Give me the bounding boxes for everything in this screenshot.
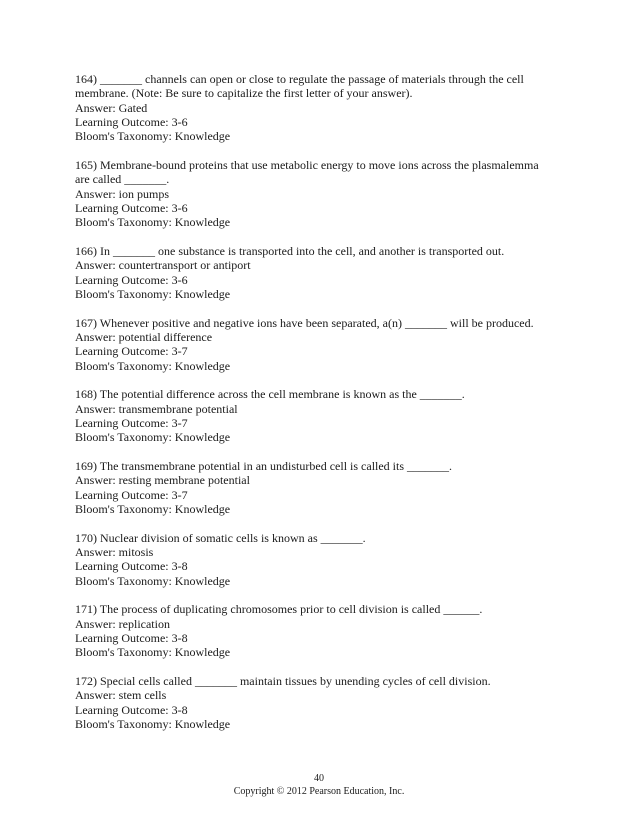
blooms-taxonomy: Bloom's Taxonomy: Knowledge bbox=[75, 358, 231, 373]
question-text: 167) Whenever positive and negative ions have been separated, a(n) _______ will be produced. bbox=[75, 315, 534, 330]
question-text: 166) In _______ one substance is transported into the cell, and another is transported out. bbox=[75, 243, 505, 258]
learning-outcome: Learning Outcome: 3-6 bbox=[75, 272, 188, 287]
question-text: membrane. (Note: Be sure to capitalize the first letter of your answer). bbox=[75, 86, 413, 101]
question-item bbox=[75, 602, 595, 659]
question-text: 164) _______ channels can open or close to regulate the passage of materials through the cell bbox=[75, 72, 524, 86]
question-item bbox=[75, 158, 595, 229]
page-number: 40 bbox=[314, 773, 324, 784]
learning-outcome: Learning Outcome: 3-8 bbox=[75, 559, 188, 574]
copyright-notice: Copyright © 2012 Pearson Education, Inc. bbox=[233, 786, 405, 797]
answer: Answer: mitosis bbox=[75, 545, 154, 560]
question-text: 171) The process of duplicating chromosomes prior to cell division is called ______. bbox=[75, 602, 483, 617]
question-item bbox=[75, 244, 595, 301]
answer: Answer: replication bbox=[75, 616, 170, 631]
blooms-taxonomy: Bloom's Taxonomy: Knowledge bbox=[75, 430, 231, 445]
answer: Answer: resting membrane potential bbox=[75, 473, 250, 488]
blooms-taxonomy: Bloom's Taxonomy: Knowledge bbox=[75, 286, 231, 301]
blooms-taxonomy: Bloom's Taxonomy: Knowledge bbox=[75, 215, 231, 230]
answer: Answer: transmembrane potential bbox=[75, 401, 238, 416]
question-text: 172) Special cells called _______ maintain tissues by unending cycles of cell division. bbox=[75, 674, 491, 689]
learning-outcome: Learning Outcome: 3-7 bbox=[75, 344, 188, 359]
learning-outcome: Learning Outcome: 3-6 bbox=[75, 200, 188, 215]
question-item bbox=[75, 674, 595, 731]
question-text: 169) The transmembrane potential in an undisturbed cell is called its _______. bbox=[75, 459, 453, 474]
blooms-taxonomy: Bloom's Taxonomy: Knowledge bbox=[75, 716, 231, 731]
blooms-taxonomy: Bloom's Taxonomy: Knowledge bbox=[75, 573, 231, 588]
question-list bbox=[75, 72, 595, 746]
answer: Answer: Gated bbox=[75, 100, 148, 115]
answer: Answer: countertransport or antiport bbox=[75, 258, 251, 273]
learning-outcome: Learning Outcome: 3-8 bbox=[75, 702, 188, 717]
blooms-taxonomy: Bloom's Taxonomy: Knowledge bbox=[75, 129, 231, 144]
blooms-taxonomy: Bloom's Taxonomy: Knowledge bbox=[75, 501, 231, 516]
question-text: 165) Membrane-bound proteins that use metabolic energy to move ions across the plasmalemma bbox=[75, 157, 539, 172]
answer: Answer: stem cells bbox=[75, 688, 167, 703]
question-text: 168) The potential difference across the cell membrane is known as the _______. bbox=[75, 387, 465, 402]
question-item bbox=[75, 387, 595, 444]
question-item bbox=[75, 72, 595, 143]
learning-outcome: Learning Outcome: 3-7 bbox=[75, 487, 188, 502]
blooms-taxonomy: Bloom's Taxonomy: Knowledge bbox=[75, 645, 231, 660]
learning-outcome: Learning Outcome: 3-8 bbox=[75, 631, 188, 645]
question-item bbox=[75, 531, 595, 588]
answer: Answer: ion pumps bbox=[75, 186, 169, 201]
learning-outcome: Learning Outcome: 3-7 bbox=[75, 415, 188, 430]
learning-outcome: Learning Outcome: 3-6 bbox=[75, 114, 188, 129]
question-text: are called _______. bbox=[75, 172, 170, 187]
question-item bbox=[75, 459, 595, 516]
question-text: 170) Nuclear division of somatic cells is known as _______. bbox=[75, 530, 366, 545]
question-item bbox=[75, 316, 595, 373]
answer: Answer: potential difference bbox=[75, 329, 213, 344]
